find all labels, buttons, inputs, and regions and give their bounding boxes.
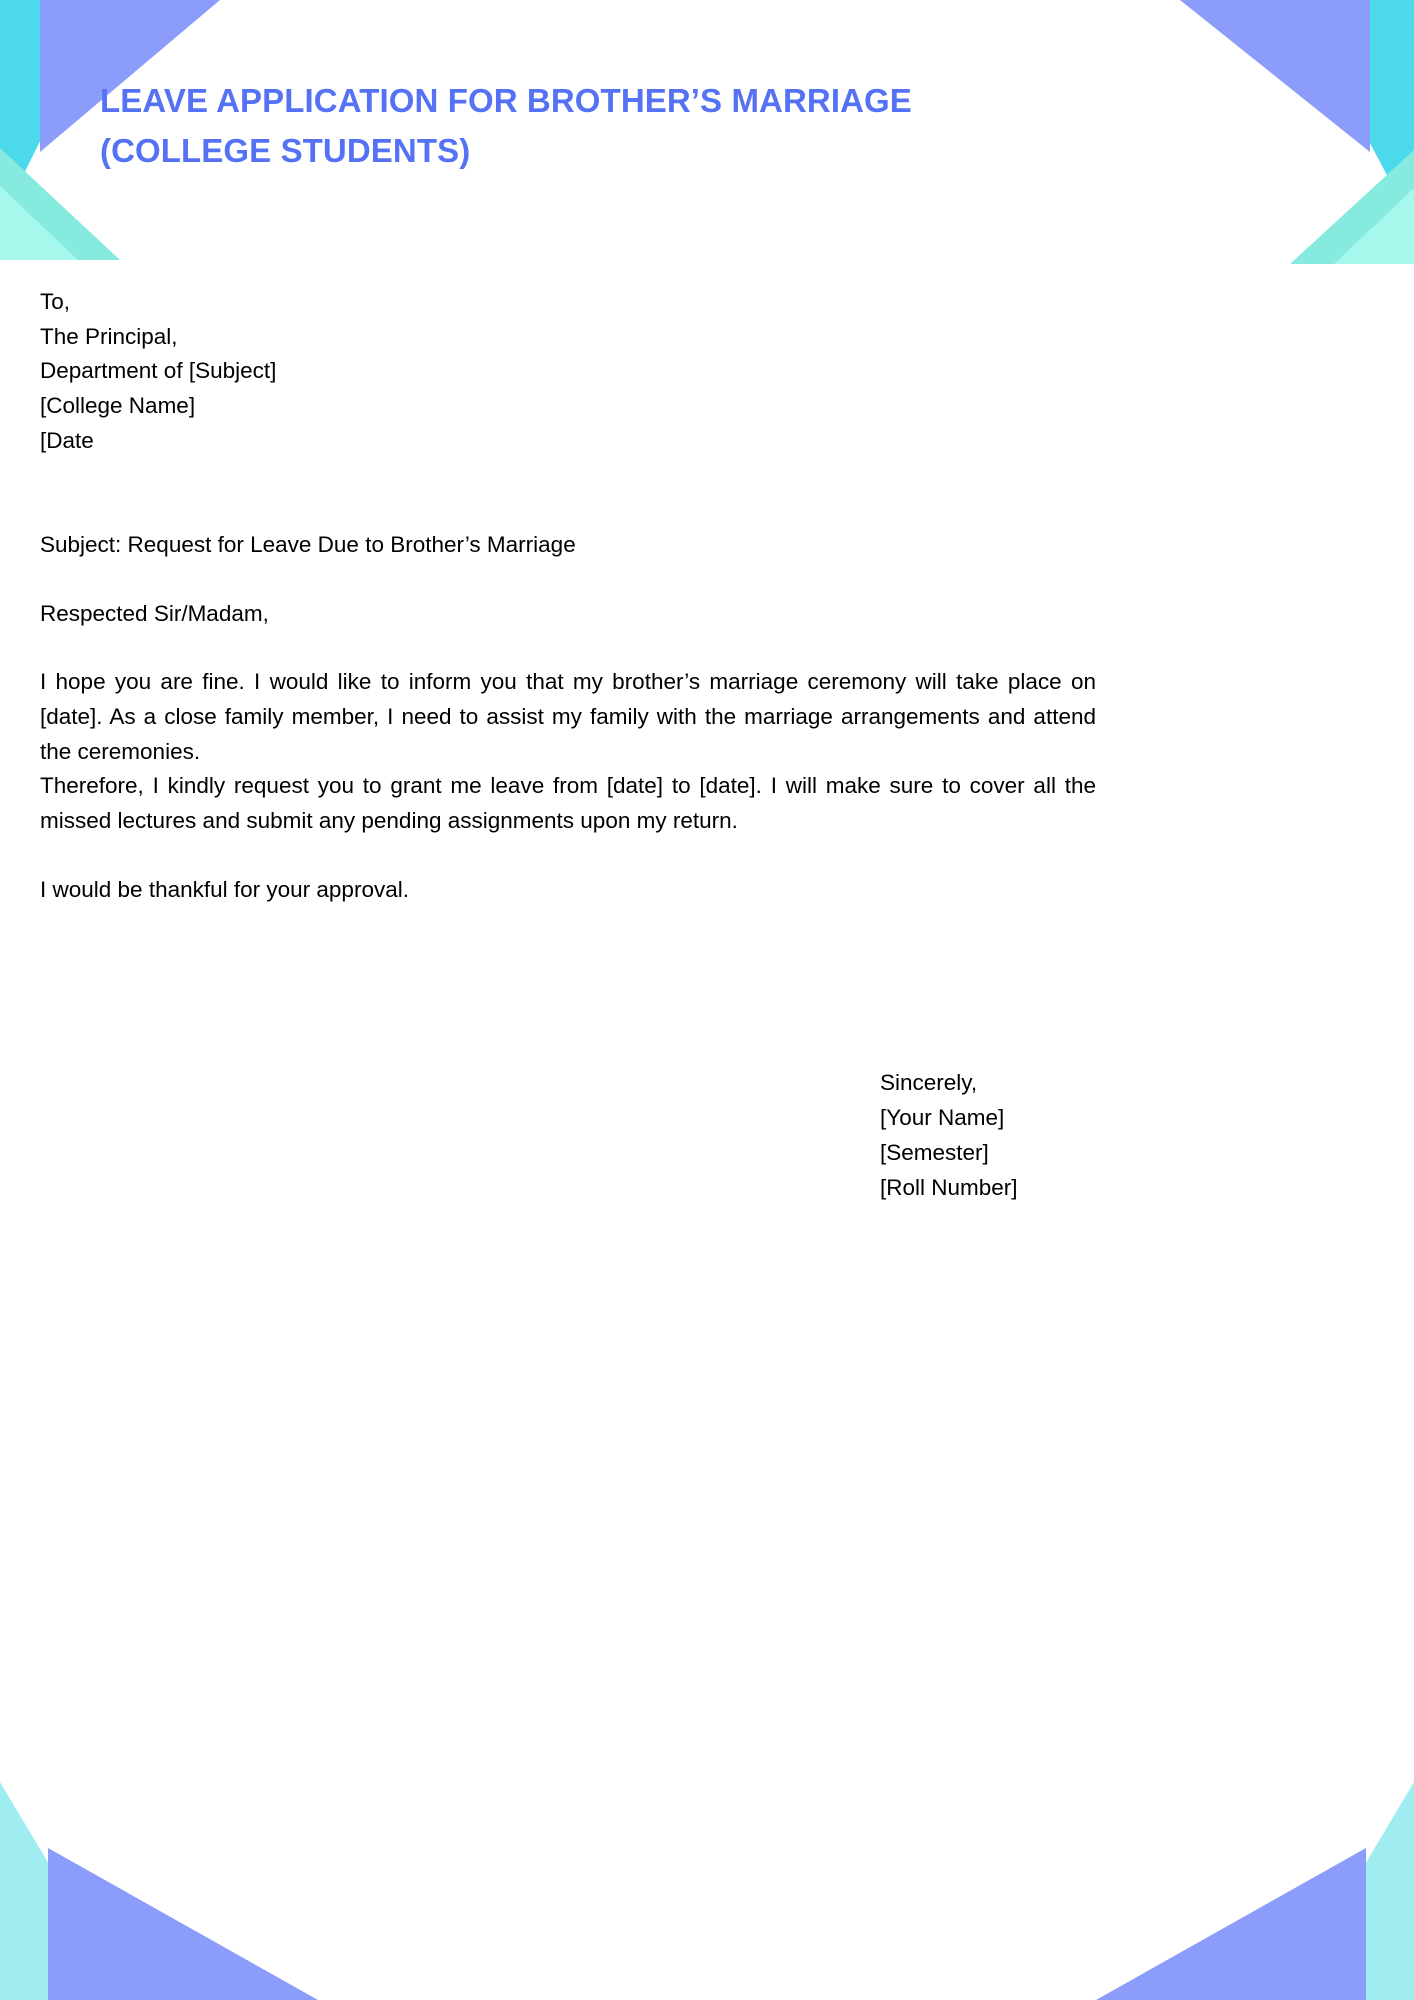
signature-block: [880, 1065, 1018, 1205]
letter-body: [40, 285, 1096, 907]
address-line-to: To,: [40, 289, 71, 314]
periwinkle-triangle-icon: [1096, 1848, 1366, 2000]
body-paragraph-1: I hope you are fine. I would like to inform you that my brother’s marriage ceremony will take place on [date]. As a close family member, I need to assist my family with the marriage arrangements and attend the ceremonies.: [40, 669, 1096, 764]
page-title-line-1: LEAVE APPLICATION FOR BROTHER’S MARRIAGE: [100, 82, 912, 120]
signature-line-name: [Your Name]: [880, 1105, 1005, 1131]
aqua-triangle-icon: [1334, 188, 1414, 264]
periwinkle-triangle-icon: [48, 1848, 318, 2000]
signature-line-sincerely: Sincerely,: [880, 1070, 978, 1095]
page-title-line-2: (COLLEGE STUDENTS): [100, 132, 471, 170]
address-line-date: [Date: [40, 427, 94, 453]
body-paragraph-2: Therefore, I kindly request you to grant me leave from [date] to [date]. I will make sure to cover all the missed lectures and submit any pending assignments upon my return.: [40, 773, 1096, 834]
spacer: [40, 563, 1096, 597]
address-line-principal: The Principal,: [40, 323, 178, 349]
spacer: [40, 839, 1096, 873]
page-title: [100, 76, 1100, 176]
subject-line: Subject: Request for Leave Due to Brother’s Marriage: [40, 532, 576, 558]
signature-line-semester: [Semester]: [880, 1140, 989, 1166]
recipient-address-block: [40, 285, 1096, 458]
signature-line-roll-number: [Roll Number]: [880, 1175, 1018, 1201]
spacer: [40, 631, 1096, 665]
address-line-college: [College Name]: [40, 392, 196, 418]
periwinkle-triangle-icon: [1180, 0, 1370, 152]
salutation: Respected Sir/Madam,: [40, 600, 269, 626]
spacer: [40, 458, 1096, 528]
aqua-triangle-icon: [0, 186, 78, 260]
address-line-department: Department of [Subject]: [40, 358, 277, 384]
body-closing-line: I would be thankful for your approval.: [40, 876, 409, 902]
